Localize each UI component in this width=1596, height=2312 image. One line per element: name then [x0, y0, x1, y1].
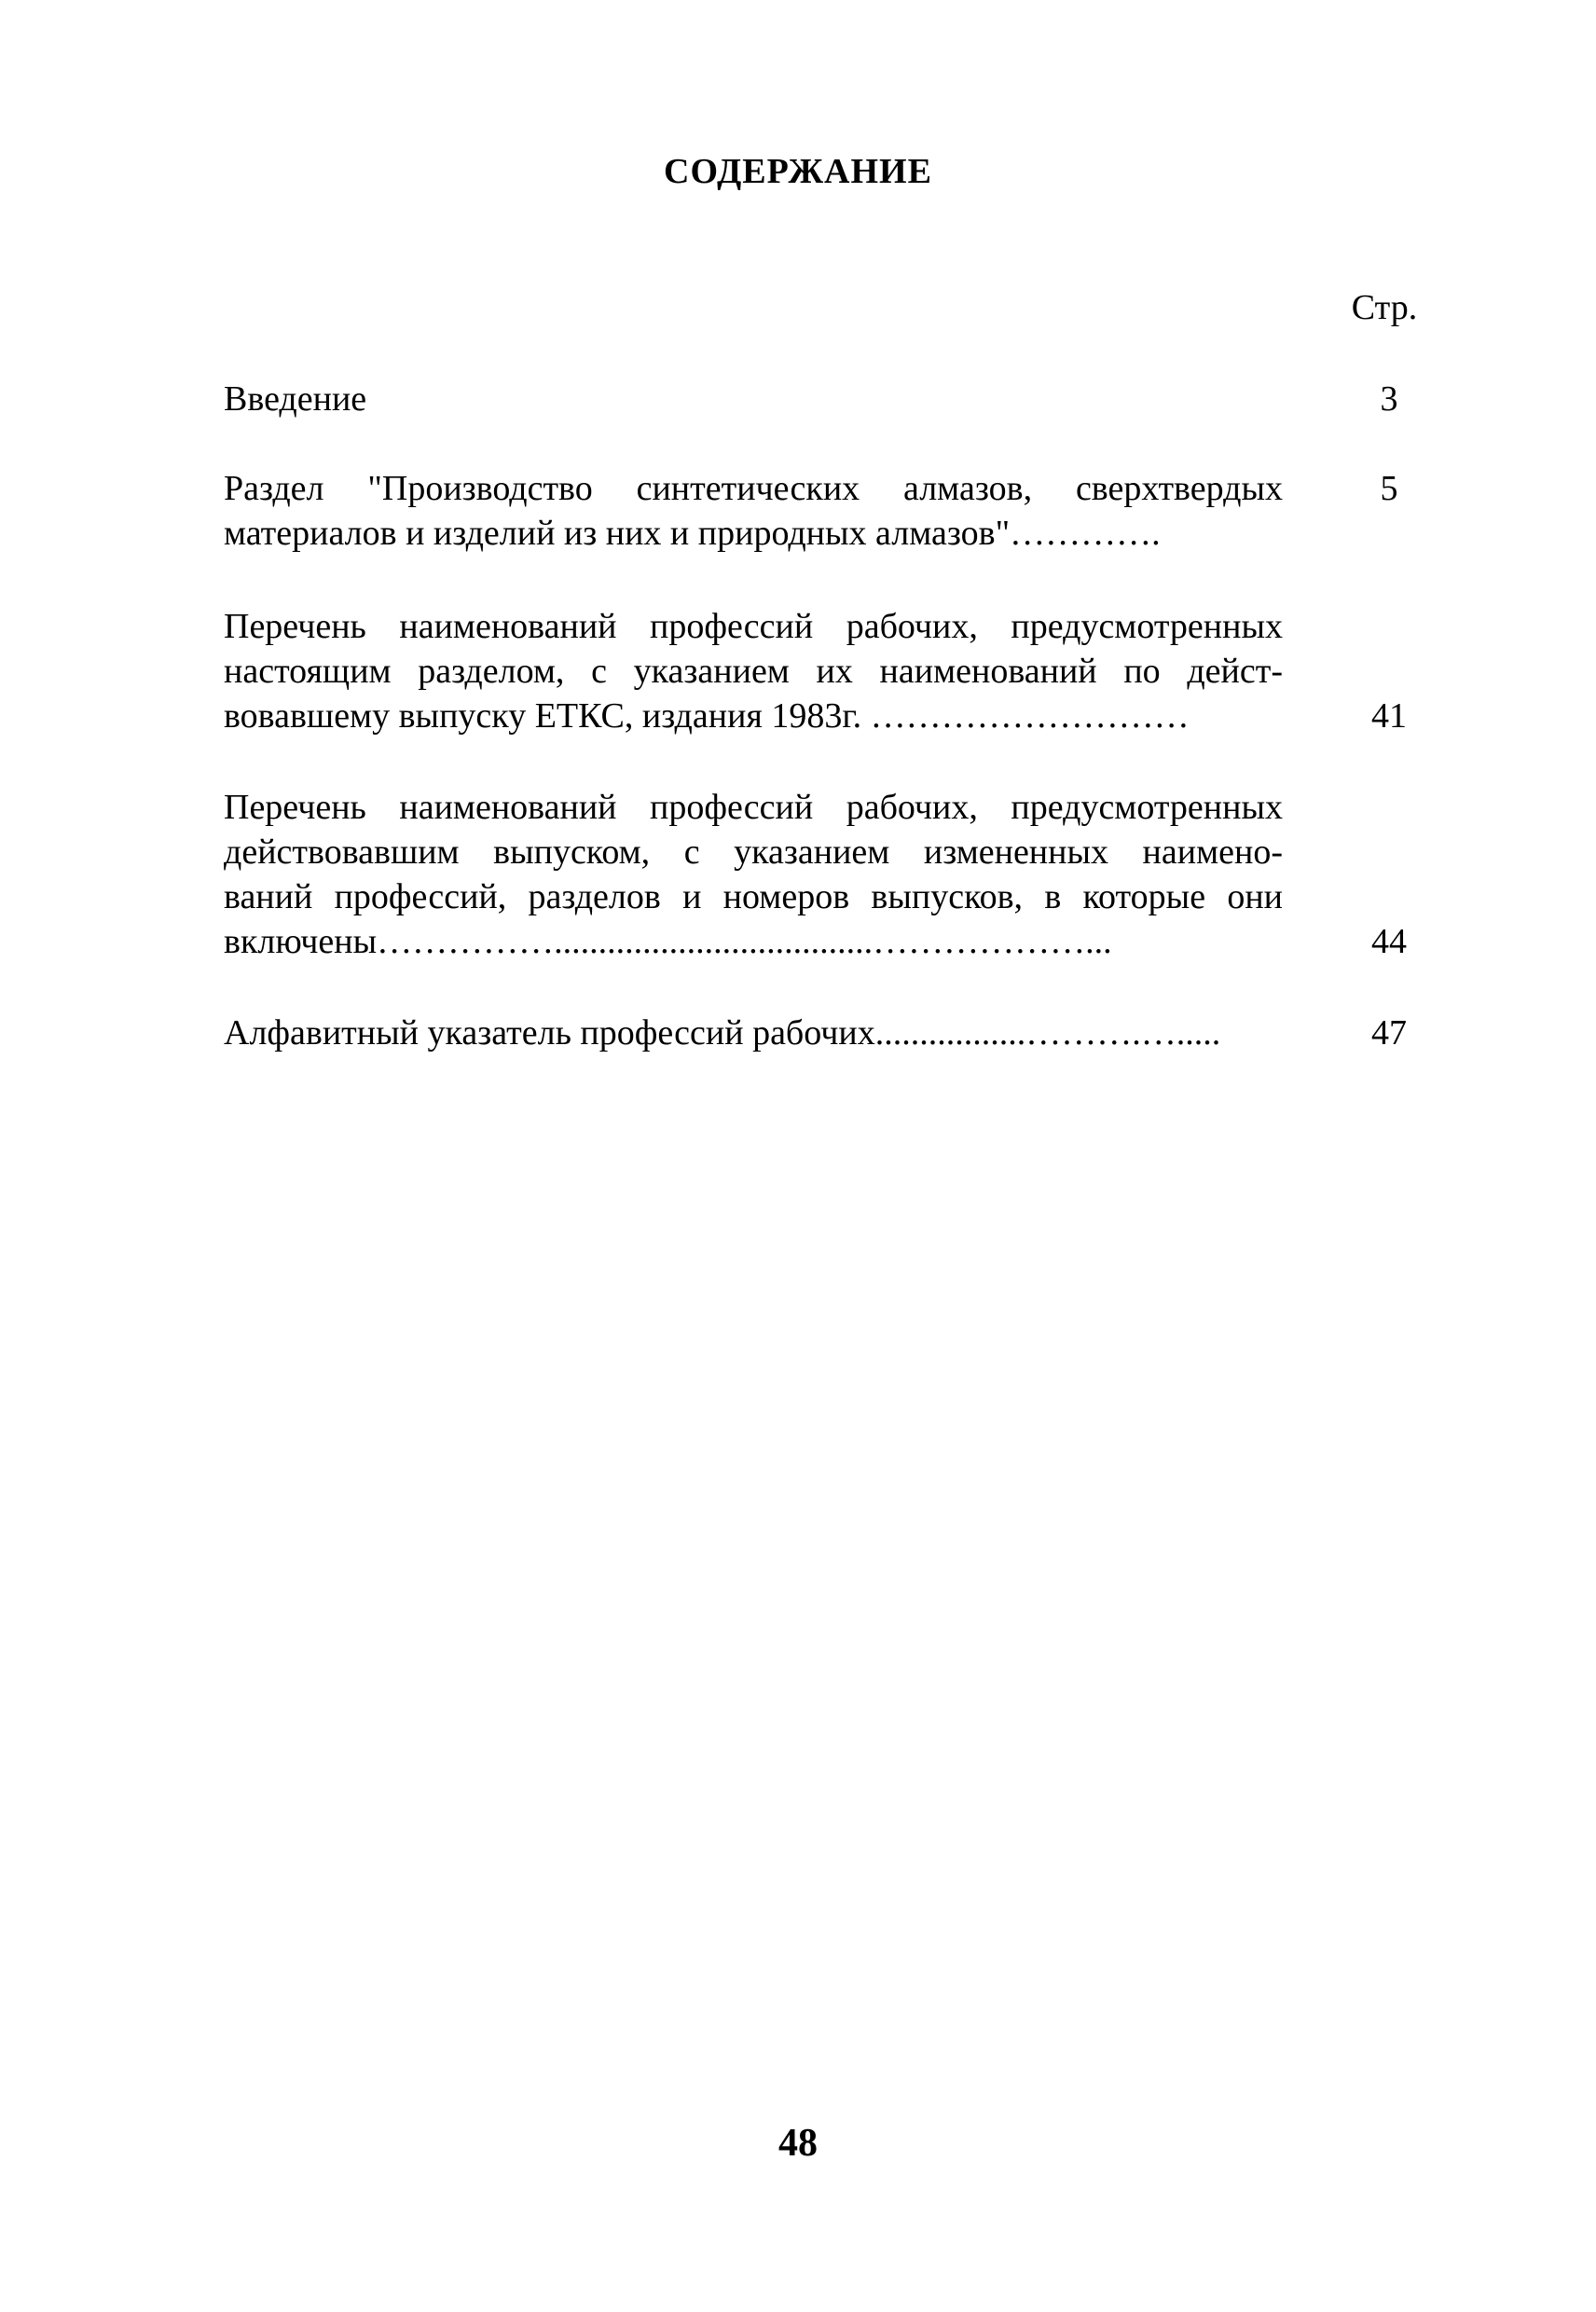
toc-entry-text: [224, 466, 1283, 556]
page-column-header: Стр.: [1351, 288, 1418, 327]
page-number: 48: [778, 2122, 818, 2165]
toc-line: Перечень наименований профессий рабочих, предусмотренных: [224, 788, 1283, 827]
toc-page-number: 5: [1380, 469, 1398, 508]
toc-entry-profession-list-1983[interactable]: [224, 604, 1436, 738]
toc-line: Введение: [224, 379, 367, 419]
toc-entry-text: [224, 1011, 1283, 1055]
toc-page-number: 47: [1371, 1013, 1407, 1053]
toc-line: настоящим разделом, с указанием их наименований по дейст-: [224, 652, 1283, 691]
toc-line: Перечень наименований профессий рабочих, предусмотренных: [224, 607, 1283, 646]
page-title: СОДЕРЖАНИЕ: [664, 152, 932, 191]
toc-entry-text: [224, 604, 1283, 738]
toc-entry-section[interactable]: [224, 466, 1436, 556]
toc-entry-alphabetical-index[interactable]: [224, 1011, 1436, 1055]
toc-entry-text: [224, 377, 1283, 421]
toc-entry-text: [224, 785, 1283, 964]
toc-page-number: 41: [1371, 696, 1407, 736]
toc-entry-introduction[interactable]: [224, 377, 1436, 421]
toc-line: Раздел "Производство синтетических алмазов, сверхтвердых: [224, 469, 1283, 508]
toc-page-number: 44: [1371, 922, 1407, 961]
toc-entry-profession-list-changed[interactable]: [224, 785, 1436, 964]
toc-line: вовавшему выпуску ЕТКС, издания 1983г. ………………………: [224, 696, 1190, 736]
toc-line: материалов и изделий из них и природных алмазов"………….: [224, 514, 1161, 553]
toc-page-number: 3: [1380, 379, 1398, 419]
toc-line: Алфавитный указатель профессий рабочих.................……….….....: [224, 1013, 1221, 1053]
toc-line: действовавшим выпуском, с указанием измененных наимено-: [224, 833, 1283, 872]
toc-line: включены……………....................................………………...: [224, 922, 1112, 961]
toc-line: ваний профессий, разделов и номеров выпусков, в которые они: [224, 877, 1283, 916]
